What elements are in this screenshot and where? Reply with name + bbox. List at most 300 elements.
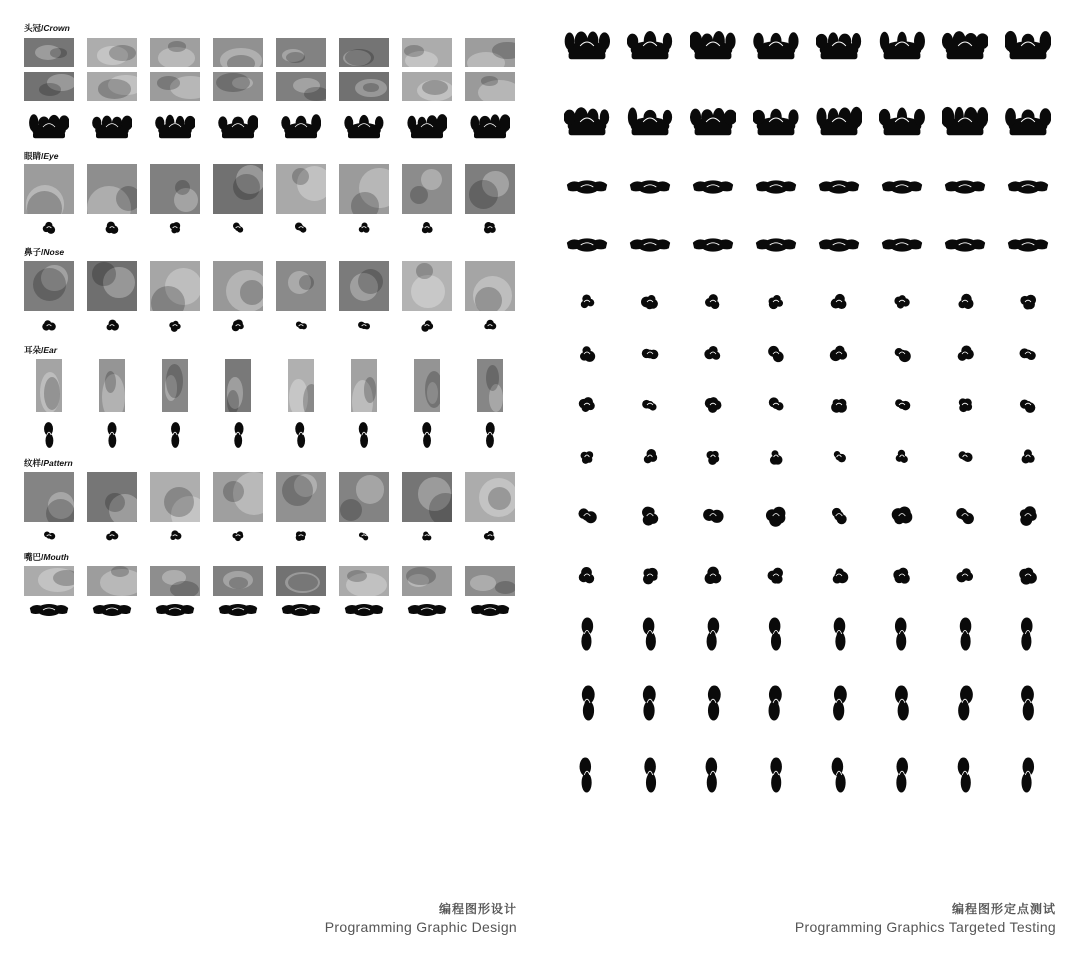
test-glyph [625,562,675,590]
test-glyph-shape [879,26,925,66]
test-glyph [877,680,927,726]
test-glyph-shape [816,102,862,142]
reference-photo-nose [402,261,452,311]
reference-photo-pattern [402,472,452,522]
glyph-mouth-shape [218,600,258,620]
test-glyph-shape [955,293,975,311]
test-glyph-shape [564,26,610,66]
section-label-en: Mouth [43,552,69,562]
test-glyph [562,22,612,70]
test-glyph-shape [955,344,975,364]
reference-photo-mouth-shade [170,581,198,596]
glyph-eye [276,216,326,240]
test-glyph [877,752,927,798]
test-glyph [751,562,801,590]
glyph-pattern [213,525,263,547]
test-glyph [751,340,801,368]
test-glyph-shape [957,447,973,467]
reference-photo-pattern [24,472,74,522]
glyph-eye-shape [293,221,309,235]
glyph-eye [465,216,515,240]
test-glyph-shape [564,102,610,142]
right-panel [560,0,1060,960]
reference-photo-ear [351,359,377,412]
glyph-ear [339,418,389,452]
section-label-cn: 眼睛/ [24,151,44,161]
test-glyph-shape [944,176,986,198]
reference-photo-eye-shade [292,168,309,185]
test-glyph [625,680,675,726]
reference-photo-crown [87,72,137,101]
test-glyph-shape [627,26,673,66]
test-glyph [940,288,990,316]
glyph-nose-shape [104,319,120,333]
test-glyph-shape [579,447,595,467]
glyph-nose [213,314,263,338]
glyph-pattern-shape [293,530,309,542]
reference-photo-mouth [150,566,200,596]
test-glyph [877,612,927,656]
test-glyph [814,230,864,260]
test-glyph-shape [1019,756,1037,794]
glyph-mouth [276,598,326,622]
test-glyph [751,442,801,472]
test-glyph [751,288,801,316]
test-glyph [562,680,612,726]
glyph-nose [276,314,326,338]
test-glyph-shape [704,756,722,794]
reference-photo-eye-shade [469,180,498,209]
glyph-crown [213,108,263,146]
reference-photo-eye [87,164,137,214]
test-glyph-shape [942,102,988,142]
glyph-ear [24,418,74,452]
test-glyph-shape [1019,616,1037,652]
test-glyph-shape [703,684,723,722]
test-glyph-shape [892,684,912,722]
reference-photo-crown-shade [422,80,448,95]
reference-photo-crown [402,38,452,67]
glyph-eye [87,216,137,240]
glyph-eye-shape [167,221,183,235]
test-glyph-shape [894,447,910,467]
glyph-eye-shape [41,221,57,235]
glyph-pattern [276,525,326,547]
reference-photo-nose-shade [299,275,314,290]
glyph-pattern [150,525,200,547]
reference-photo-mouth [276,566,326,596]
test-glyph [814,172,864,202]
reference-photo-crown [465,38,515,67]
section-label-cn: 头冠/ [24,23,44,33]
test-glyph [940,172,990,202]
test-glyph [562,288,612,316]
reference-photo-pattern-shade [429,493,452,522]
glyph-crown [339,108,389,146]
glyph-ear [87,418,137,452]
glyph-mouth-shape [92,600,132,620]
test-glyph [814,612,864,656]
test-glyph-shape [893,616,911,652]
test-glyph [1003,442,1053,472]
glyph-mouth [402,598,452,622]
test-glyph [814,98,864,146]
test-glyph-shape [641,756,659,794]
test-glyph [688,392,738,418]
test-glyph-shape [753,102,799,142]
reference-photo-eye-shade [27,191,62,214]
test-glyph-shape [1018,684,1038,722]
section-label-pattern [24,457,73,469]
reference-photo-crown [339,38,389,67]
glyph-pattern [24,525,74,547]
glyph-eye [213,216,263,240]
test-glyph [1003,752,1053,798]
left-caption [325,900,517,935]
test-glyph [688,442,738,472]
reference-photo-ear [36,359,62,412]
reference-photo-mouth [24,566,74,596]
test-glyph-shape [766,344,786,364]
reference-photo-crown-shade [39,83,61,96]
glyph-mouth [465,598,515,622]
glyph-pattern-shape [419,530,435,542]
test-glyph [688,172,738,202]
test-glyph-shape [818,176,860,198]
test-glyph [688,22,738,70]
test-glyph [688,680,738,726]
reference-photo-crown-shade [304,87,326,101]
test-glyph [625,752,675,798]
glyph-ear [150,418,200,452]
test-glyph-shape [755,234,797,256]
reference-photo-ear [288,359,314,412]
test-glyph [562,752,612,798]
test-glyph [562,230,612,260]
glyph-nose-shape [419,319,435,333]
glyph-crown-shape [92,110,132,144]
test-glyph [877,98,927,146]
test-glyph [877,172,927,202]
reference-photo-pattern [465,472,515,522]
test-glyph [814,288,864,316]
test-glyph [625,392,675,418]
glyph-eye-shape [419,221,435,235]
test-glyph-shape [703,344,723,364]
glyph-crown [24,108,74,146]
glyph-nose-shape [167,319,183,333]
reference-photo-ear-shade [486,365,499,392]
test-glyph [562,612,612,656]
reference-photo-pattern-shade [46,499,74,522]
reference-photo-crown [276,72,326,101]
glyph-pattern [339,525,389,547]
test-glyph [1003,612,1053,656]
test-glyph-shape [828,504,850,528]
glyph-ear-shape [168,421,182,449]
glyph-mouth [150,598,200,622]
glyph-eye [402,216,452,240]
test-glyph-shape [576,504,598,528]
test-glyph-shape [1018,396,1038,414]
test-glyph-shape [829,684,849,722]
glyph-nose [402,314,452,338]
test-glyph-shape [767,756,785,794]
reference-photo-pattern [213,472,263,522]
test-glyph-shape [705,447,721,467]
reference-photo-crown [402,72,452,101]
test-glyph [814,22,864,70]
reference-photo-nose-highlight [411,275,444,308]
reference-photo-crown [150,38,200,67]
glyph-crown-shape [155,110,195,144]
reference-photo-mouth-shade [229,577,248,588]
test-glyph-shape [692,234,734,256]
section-label-ear [24,344,57,356]
test-glyph-shape [830,616,848,652]
reference-photo-ear-shade [166,364,183,398]
test-glyph-shape [892,344,912,364]
reference-photo-mouth-shade [406,567,437,585]
reference-photo-ear-shade [364,377,376,402]
section-label-cn: 嘴巴/ [24,552,44,562]
reference-photo-nose [150,261,200,311]
test-glyph [877,230,927,260]
test-glyph-shape [1007,234,1049,256]
section-label-en: Crown [43,23,70,33]
glyph-mouth-shape [344,600,384,620]
reference-photo-nose [213,261,263,311]
test-glyph [814,442,864,472]
section-label-eye [24,150,59,162]
reference-photo-crown-shade [50,48,67,58]
reference-photo-crown-shade [481,76,497,86]
test-glyph [688,612,738,656]
reference-photo-eye-shade [116,186,137,211]
test-glyph-shape [881,176,923,198]
reference-photo-pattern [87,472,137,522]
test-glyph [940,230,990,260]
test-glyph-shape [629,176,671,198]
glyph-eye-shape [230,221,246,235]
reference-photo-crown-shade [345,49,374,66]
section-label-en: Pattern [43,458,73,468]
test-glyph-shape [818,234,860,256]
test-glyph [625,22,675,70]
test-glyph-shape [703,293,723,311]
reference-photo-pattern [339,472,389,522]
test-glyph-shape [829,293,849,311]
reference-photo-nose-shade [358,269,384,295]
test-glyph [625,612,675,656]
test-glyph [751,22,801,70]
glyph-nose-shape [356,319,372,333]
glyph-mouth [24,598,74,622]
test-glyph [625,230,675,260]
test-glyph [814,392,864,418]
test-glyph-shape [1018,566,1038,586]
reference-photo-crown [87,38,137,67]
glyph-nose-shape [482,319,498,333]
test-glyph-shape [755,176,797,198]
reference-photo-pattern-shade [105,493,125,513]
test-glyph [940,98,990,146]
test-glyph-shape [639,504,661,528]
reference-photo-nose-shade [151,286,185,311]
glyph-eye [24,216,74,240]
test-glyph [562,98,612,146]
glyph-mouth [339,598,389,622]
reference-photo-eye [150,164,200,214]
glyph-pattern [87,525,137,547]
test-glyph-shape [942,26,988,66]
test-glyph [625,442,675,472]
section-label-cn: 纹样/ [24,458,44,468]
reference-photo-nose [276,261,326,311]
test-glyph-shape [816,26,862,66]
reference-photo-crown [465,72,515,101]
test-glyph [940,752,990,798]
test-glyph [625,172,675,202]
test-glyph [877,392,927,418]
glyph-crown-shape [281,110,321,144]
reference-photo-pattern-highlight [356,475,384,503]
test-glyph [625,288,675,316]
test-glyph-shape [703,566,723,586]
test-glyph-shape [577,396,597,414]
test-glyph [877,340,927,368]
glyph-ear [402,418,452,452]
test-glyph [751,392,801,418]
reference-photo-crown-shade [286,52,305,63]
test-glyph [688,562,738,590]
glyph-nose-shape [41,319,57,333]
section-label-cn: 耳朵/ [24,345,44,355]
test-glyph [814,562,864,590]
test-glyph-shape [829,566,849,586]
glyph-ear-shape [105,421,119,449]
glyph-nose [87,314,137,338]
test-glyph [688,500,738,532]
test-glyph [625,98,675,146]
test-glyph [1003,288,1053,316]
test-glyph [562,562,612,590]
reference-photo-pattern-shade [164,487,194,517]
glyph-eye-shape [482,221,498,235]
test-glyph-shape [642,447,658,467]
reference-photo-crown [276,38,326,67]
test-glyph [814,752,864,798]
test-glyph-shape [766,566,786,586]
glyph-eye-shape [104,221,120,235]
reference-photo-eye-shade [351,192,379,214]
test-glyph [877,22,927,70]
test-glyph-shape [640,293,660,311]
section-label-en: Ear [43,345,58,355]
glyph-mouth-shape [470,600,510,620]
test-glyph [751,680,801,726]
reference-photo-eye [339,164,389,214]
glyph-crown-shape [470,110,510,144]
reference-photo-ear [225,359,251,412]
reference-photo-nose-shade [240,280,263,305]
test-glyph [562,340,612,368]
reference-photo-eye [213,164,263,214]
glyph-crown-shape [344,110,384,144]
left-panel [24,0,518,960]
test-glyph [751,612,801,656]
test-glyph-shape [1007,176,1049,198]
reference-photo-pattern [150,472,200,522]
test-glyph-shape [640,396,660,414]
reference-photo-pattern [276,472,326,522]
reference-photo-crown [213,72,263,101]
glyph-pattern [402,525,452,547]
reference-photo-mouth-highlight [470,575,497,591]
reference-photo-eye [465,164,515,214]
test-glyph [877,562,927,590]
glyph-mouth [87,598,137,622]
test-glyph-shape [881,234,923,256]
test-glyph [1003,22,1053,70]
glyph-pattern [465,525,515,547]
reference-photo-nose [24,261,74,311]
test-glyph-shape [891,504,913,528]
test-glyph-shape [829,344,849,364]
section-label-en: Eye [43,151,59,161]
reference-photo-ear-shade [303,384,314,412]
test-glyph-shape [753,26,799,66]
test-glyph-shape [893,756,911,794]
test-glyph [1003,340,1053,368]
test-glyph [940,22,990,70]
reference-photo-ear [162,359,188,412]
glyph-ear [213,418,263,452]
glyph-ear [276,418,326,452]
section-label-en: Nose [43,247,65,257]
test-glyph-shape [892,396,912,414]
left-caption-en: Programming Graphic Design [324,919,517,935]
test-glyph [562,172,612,202]
glyph-ear-shape [357,421,371,449]
test-glyph [877,500,927,532]
glyph-crown [465,108,515,146]
glyph-crown [402,108,452,146]
test-glyph [940,392,990,418]
reference-photo-nose [465,261,515,311]
glyph-mouth-shape [407,600,447,620]
test-glyph-shape [690,102,736,142]
test-glyph-shape [578,756,596,794]
test-glyph-shape [956,616,974,652]
reference-photo-nose-shade [416,263,432,279]
test-glyph-shape [640,684,660,722]
test-glyph [940,500,990,532]
reference-photo-mouth [213,566,263,596]
reference-photo-crown-shade [216,73,250,93]
left-caption-cn: 编程图形设计 [438,902,517,916]
test-glyph [751,752,801,798]
reference-photo-mouth-shade [111,566,129,577]
test-glyph-shape [641,616,659,652]
glyph-crown [150,108,200,146]
right-caption-cn: 编程图形定点测试 [951,902,1056,916]
test-glyph-shape [640,566,660,586]
test-glyph-shape [879,102,925,142]
section-label-mouth [24,551,69,563]
glyph-pattern-shape [482,530,498,542]
reference-photo-nose [87,261,137,311]
